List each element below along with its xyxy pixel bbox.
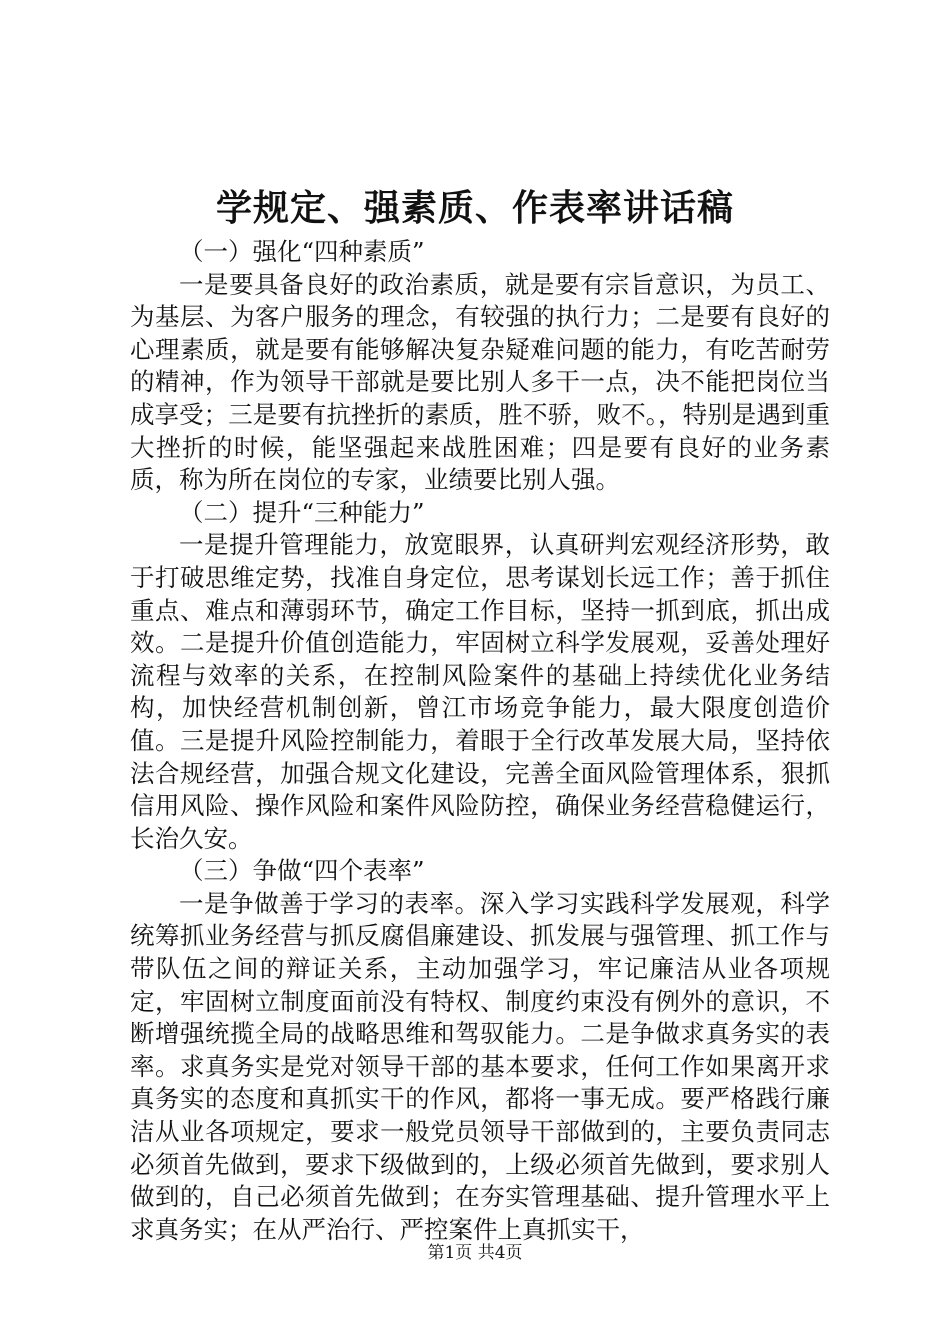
document-body xyxy=(130,236,830,1246)
paragraph-3: 一是争做善于学习的表率。深入学习实践科学发展观，科学统筹抓业务经营与抓反腐倡廉建设、抓发展与强管理、抓工作与带队伍之间的辩证关系，主动加强学习，牢记廉洁从业各项规定，牢固树立制度面前没有特权、制度约束没有例外的意识，不断增强统揽全局的战略思维和驾驭能力。二是争做求真务实的表率。求真务实是党对领导干部的基本要求，任何工作如果离开求真务实的态度和真抓实干的作风，都将一事无成。要严格践行廉洁从业各项规定，要求一般党员领导干部做到的，主要负责同志必须首先做到，要求下级做到的，上级必须首先做到，要求别人做到的，自己必须首先做到；在夯实管理基础、提升管理水平上求真务实；在从严治行、严控案件上真抓实干， xyxy=(130,888,830,1244)
section-heading-1: （一）强化“四种素质” xyxy=(179,237,425,266)
document-title: 学规定、强素质、作表率讲话稿 xyxy=(215,187,734,229)
section-heading-3: （三）争做“四个表率” xyxy=(179,856,425,886)
paragraph-1: 一是要具备良好的政治素质，就是要有宗旨意识，为员工、为基层、为客户服务的理念，有较强的执行力；二是要有良好的心理素质，就是要有能够解决复杂疑难问题的能力，有吃苦耐劳的精神，作为领导干部就是要比别人多干一点，决不能把岗位当成享受；三是要有抗挫折的素质，胜不骄，败不。，特别是遇到重大挫折的时候，能坚强起来战胜困难；四是要有良好的业务素质，称为所在岗位的专家，业绩要比别人强。 xyxy=(130,269,830,495)
section-heading-2: （二）提升“三种能力” xyxy=(179,497,425,527)
paragraph-2: 一是提升管理能力，放宽眼界，认真研判宏观经济形势，敢于打破思维定势，找准自身定位，思考谋划长远工作；善于抓住重点、难点和薄弱环节，确定工作目标，坚持一抓到底，抓出成效。二是提升价值创造能力，牢固树立科学发展观，妥善处理好流程与效率的关系，在控制风险案件的基础上持续优化业务结构，加快经营机制创新，曾江市场竞争能力，最大限度创造价值。三是提升风险控制能力，着眼于全行改革发展大局，坚持依法合规经营，加强合规文化建设，完善全面风险管理体系，狠抓信用风险、操作风险和案件风险防控，确保业务经营稳健运行，长治久安。 xyxy=(130,530,830,853)
page-number: 第1页 共4页 xyxy=(427,1243,523,1263)
